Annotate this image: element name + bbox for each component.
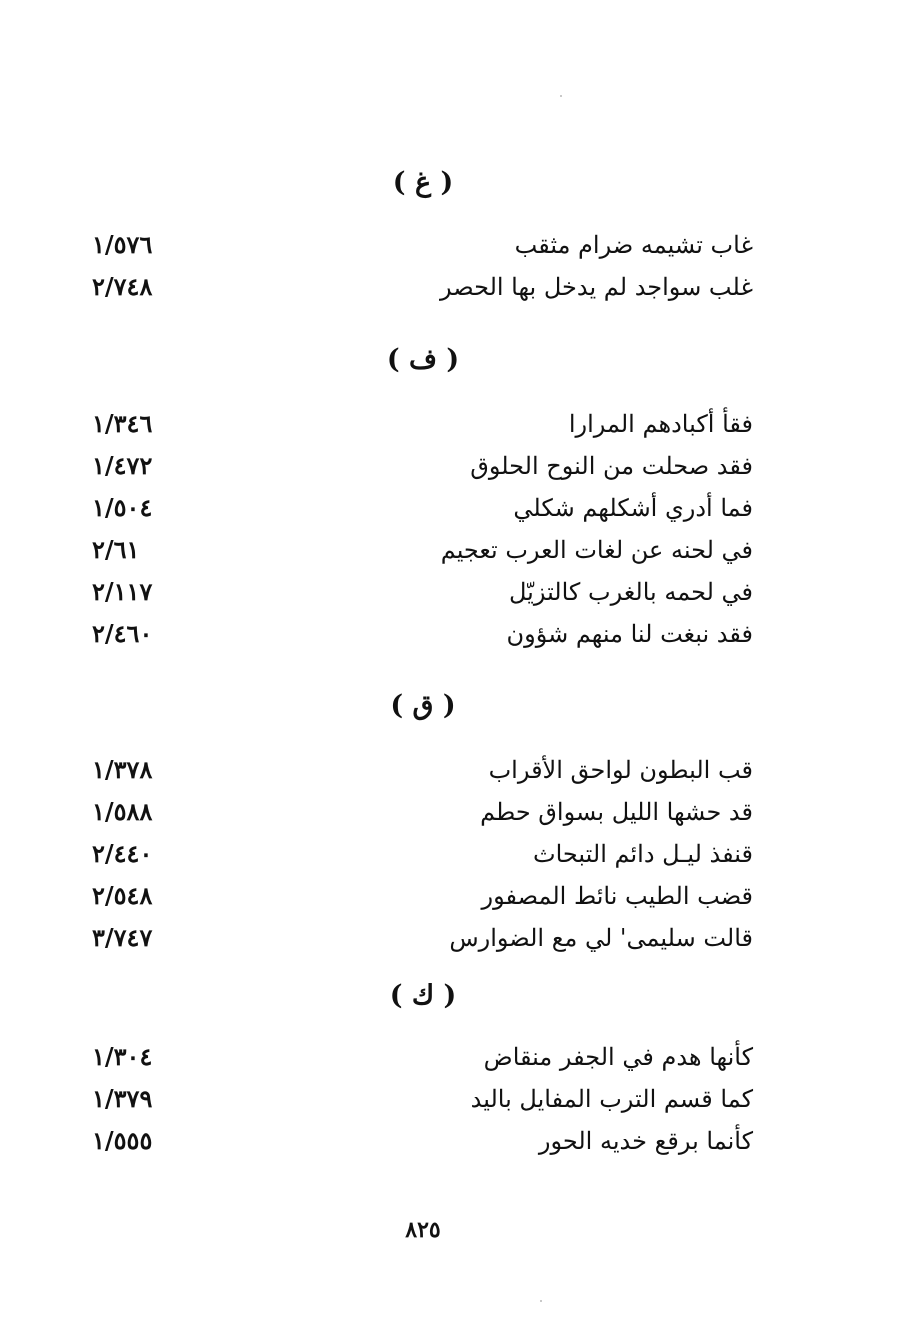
entry-list [0, 225, 907, 309]
verse-text: فقد نبغت لنا منهم شؤون [506, 620, 753, 648]
index-entry [0, 876, 907, 918]
page-reference: ١/٣٧٨ [92, 755, 153, 784]
index-entry [0, 530, 907, 572]
verse-text: كأنها هدم في الجفر منقاض [483, 1043, 753, 1071]
page-reference: ٣/٧٤٧ [92, 923, 153, 952]
section-heading: ( غ ) [392, 167, 454, 198]
page-reference: ١/٥٠٤ [92, 493, 153, 522]
page-reference: ٢/٧٤٨ [92, 272, 153, 301]
index-entry [0, 1121, 907, 1163]
verse-text: فقد صحلت من النوح الحلوق [470, 452, 753, 480]
verse-text: قب البطون لواحق الأقراب [488, 756, 753, 784]
scan-speck [560, 95, 562, 97]
page-reference: ١/٣٧٩ [92, 1084, 153, 1113]
page-reference: ٢/٤٤٠ [92, 839, 153, 868]
verse-text: غلب سواجد لم يدخل بها الحصر [440, 273, 753, 301]
verse-text: كأنما برقع خديه الحور [538, 1127, 753, 1155]
scan-speck [540, 1300, 542, 1302]
index-entry [0, 446, 907, 488]
verse-text: قد حشها الليل بسواق حطم [480, 798, 753, 826]
page-reference: ٢/٦١ [92, 535, 140, 564]
page-reference: ١/٥٧٦ [92, 230, 153, 259]
verse-text: فما أدري أشكلهم شكلي [513, 494, 753, 522]
index-entry [0, 572, 907, 614]
page-reference: ٢/٥٤٨ [92, 881, 153, 910]
page-reference: ١/٥٥٥ [92, 1126, 153, 1155]
page-reference: ١/٤٧٢ [92, 451, 153, 480]
index-entry [0, 267, 907, 309]
index-entry [0, 834, 907, 876]
index-entry [0, 918, 907, 960]
verse-text: كما قسم الترب المفايل باليد [470, 1085, 753, 1113]
entry-list [0, 1037, 907, 1163]
verse-text: قالت سليمى' لي مع الضوارس [449, 924, 753, 952]
entry-list [0, 404, 907, 656]
page-reference: ٢/٤٦٠ [92, 619, 153, 648]
section-heading: ( ف ) [386, 344, 460, 375]
verse-text: فقأ أكبادهم المرارا [568, 410, 753, 438]
page-number: ٨٢٥ [405, 1217, 441, 1243]
verse-text: قضب الطيب نائط المصفور [481, 882, 753, 910]
index-entry [0, 1037, 907, 1079]
section-heading: ( ق ) [390, 690, 456, 721]
verse-text: في لحنه عن لغات العرب تعجيم [440, 536, 753, 564]
index-entry [0, 488, 907, 530]
entry-list [0, 750, 907, 960]
verse-text: غاب تشيمه ضرام مثقب [514, 231, 753, 259]
index-entry [0, 792, 907, 834]
page-reference: ١/٥٨٨ [92, 797, 153, 826]
section-heading: ( ك ) [389, 980, 457, 1011]
page-reference: ٢/١١٧ [92, 577, 153, 606]
index-entry [0, 404, 907, 446]
index-entry [0, 750, 907, 792]
index-entry [0, 225, 907, 267]
index-entry [0, 1079, 907, 1121]
page-reference: ١/٣٠٤ [92, 1042, 153, 1071]
page-reference: ١/٣٤٦ [92, 409, 153, 438]
verse-text: في لحمه بالغرب كالتزيّل [508, 578, 753, 606]
index-entry [0, 614, 907, 656]
verse-text: قنفذ ليـل دائم التبحاث [533, 840, 753, 868]
